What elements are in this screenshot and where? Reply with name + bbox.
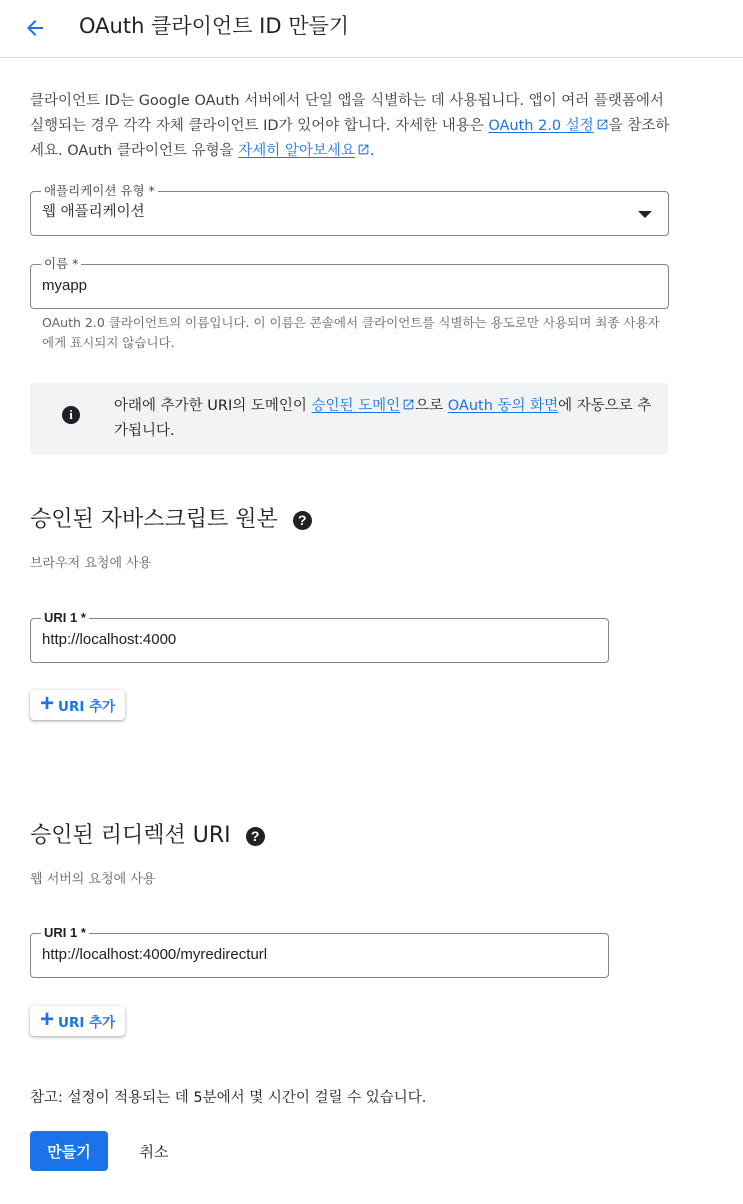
open-in-new-icon: [357, 143, 370, 156]
intro-text: [30, 89, 670, 164]
create-button[interactable]: 만들기: [30, 1131, 108, 1171]
js-origins-subtitle: 브라우저 요청에 사용: [30, 556, 152, 571]
back-button[interactable]: [20, 13, 50, 43]
name-hint: OAuth 2.0 클라이언트의 이름입니다. 이 이름은 콘솔에서 클라이언트를 식별하는 용도로만 사용되며 최종 사용자에게 표시되지 않습니다.: [42, 315, 660, 350]
js-origin-uri-1-label: URI 1 *: [41, 610, 89, 626]
info-icon: i: [62, 406, 80, 424]
info-banner: [30, 383, 668, 455]
application-type-select[interactable]: [30, 183, 669, 236]
add-js-origin-uri-button[interactable]: [30, 690, 125, 720]
arrow-back-icon: [23, 16, 47, 40]
intro-text-part2: 을 참조하세요. OAuth 클라이언트 유형을: [30, 118, 670, 159]
oauth-consent-screen-link[interactable]: OAuth 동의 화면: [447, 398, 559, 414]
oauth-setup-link[interactable]: OAuth 2.0 설정: [488, 118, 608, 134]
dropdown-arrow-icon: [638, 211, 652, 218]
authorized-domains-link[interactable]: 승인된 도메인: [311, 398, 415, 414]
name-value: myapp: [42, 277, 88, 294]
js-origin-uri-1-field[interactable]: [30, 610, 609, 663]
js-origins-title: 승인된 자바스크립트 원본: [30, 507, 278, 532]
plus-icon: +: [40, 690, 55, 717]
redirect-uris-title: 승인된 리디렉션 URI: [30, 823, 231, 848]
info-text: 아래에 추가한 URI의 도메인이 승인된 도메인 으로 OAuth 동의 화면에 자동으로 추가됩니다.: [114, 398, 652, 439]
help-icon[interactable]: ?: [246, 827, 265, 846]
page-title: OAuth 클라이언트 ID 만들기: [79, 14, 350, 38]
intro-text-part3: .: [369, 143, 375, 159]
app-header: [0, 0, 743, 58]
js-origins-heading: [30, 505, 312, 535]
name-field[interactable]: [30, 256, 669, 309]
application-type-label: 애플리케이션 유형 *: [41, 183, 158, 199]
name-label: 이름 *: [41, 256, 81, 272]
learn-more-link[interactable]: 자세히 알아보세요: [238, 143, 370, 159]
js-origin-uri-1-value: http://localhost:4000: [42, 631, 177, 648]
settings-note: 참고: 설정이 적용되는 데 5분에서 몇 시간이 걸릴 수 있습니다.: [30, 1090, 427, 1106]
help-icon[interactable]: ?: [293, 511, 312, 530]
add-redirect-uri-label: URI 추가: [58, 1015, 116, 1031]
redirect-uri-1-field[interactable]: [30, 925, 609, 978]
redirect-uris-heading: [30, 821, 265, 851]
redirect-uri-1-value: http://localhost:4000/myredirecturl: [42, 946, 268, 963]
add-redirect-uri-button[interactable]: [30, 1006, 125, 1036]
redirect-uri-1-label: URI 1 *: [41, 925, 89, 941]
open-in-new-icon: [402, 398, 415, 411]
application-type-value: 웹 애플리케이션: [42, 204, 145, 220]
open-in-new-icon: [596, 118, 609, 131]
redirect-uris-subtitle: 웹 서버의 요청에 사용: [30, 872, 156, 887]
cancel-button[interactable]: 취소: [139, 1142, 169, 1161]
add-js-origin-uri-label: URI 추가: [58, 699, 116, 715]
plus-icon: +: [40, 1006, 55, 1033]
intro-text-part1: 클라이언트 ID는 Google OAuth 서버에서 단일 앱을 식별하는 데 사용됩니다. 앱이 여러 플랫폼에서 실행되는 경우 각각 자체 클라이언트 ID가 있어야 합니다. 자세한 내용은: [30, 93, 664, 134]
